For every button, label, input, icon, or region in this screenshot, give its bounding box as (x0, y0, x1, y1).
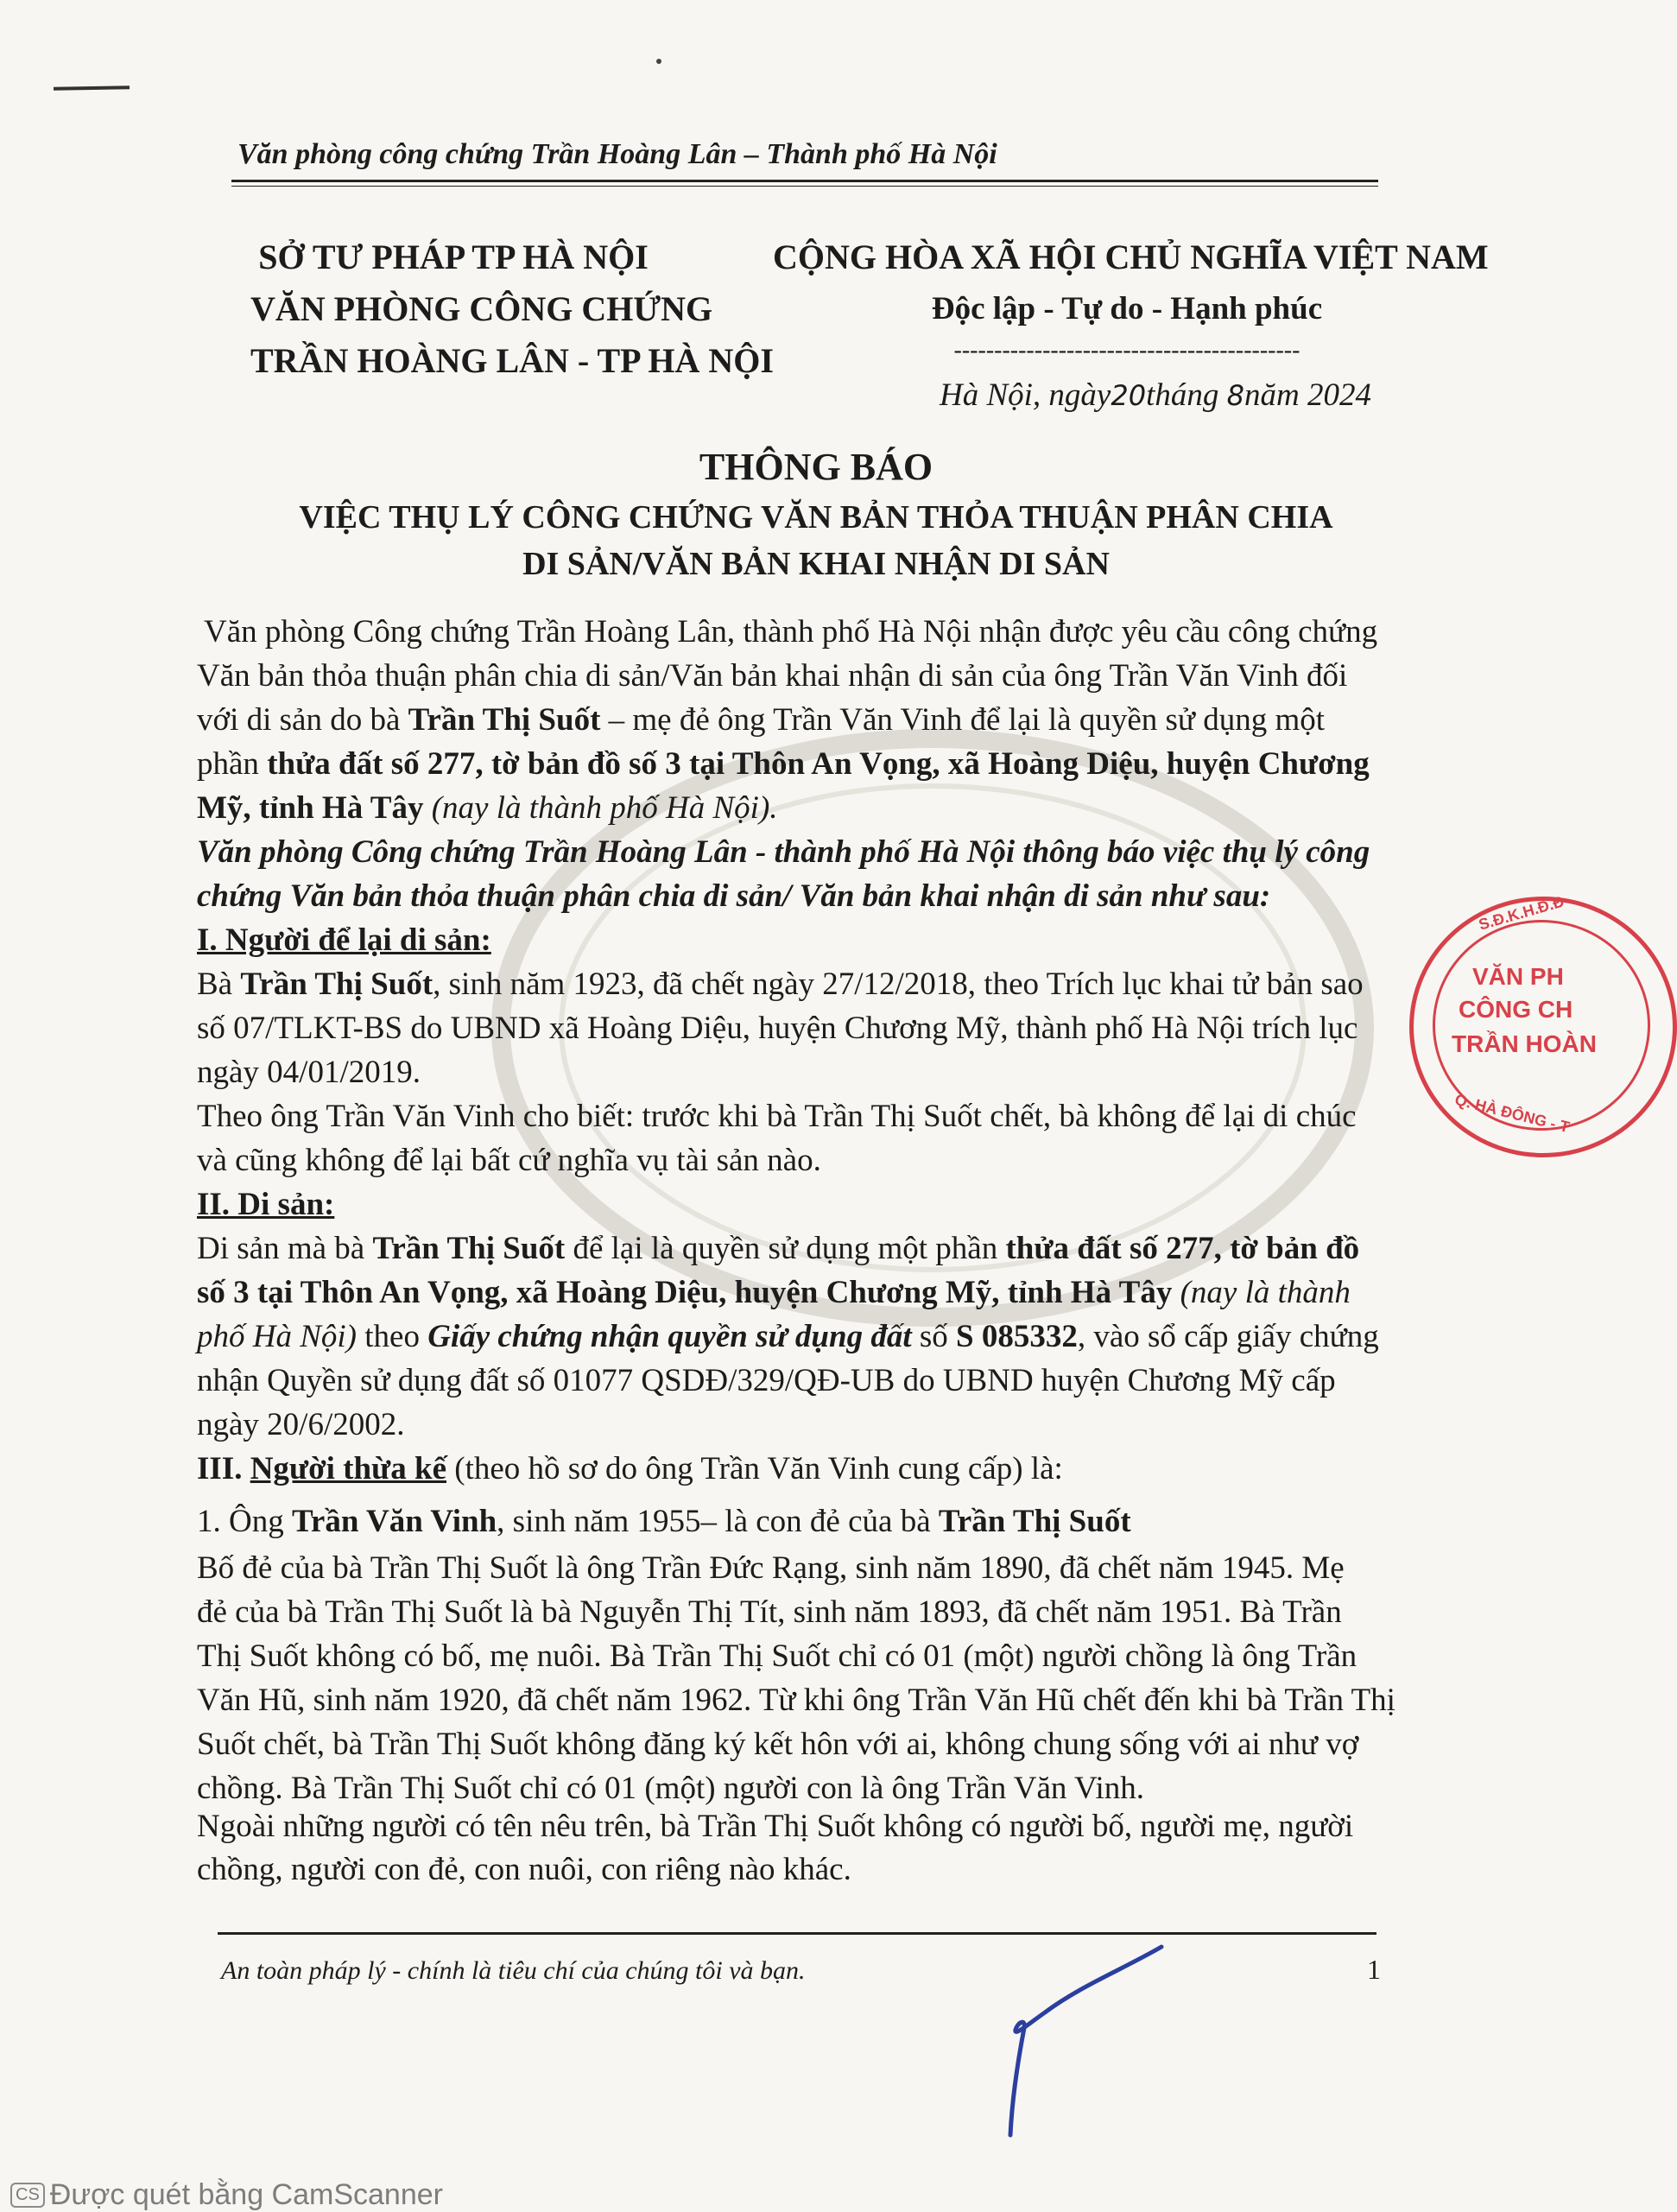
date-month: 8 (1226, 379, 1244, 412)
text-run: số 3 tại Thôn An Vọng, xã Hoàng Diệu, huyện Chương Mỹ, tỉnh Hà Tây (197, 1275, 1173, 1310)
header-rule-thin (231, 186, 1378, 187)
text-run: số (911, 1319, 957, 1354)
section2-line: nhận Quyền sử dụng đất số 01077 QSDĐ/329/QĐ-UB do UBND huyện Chương Mỹ cấp (197, 1363, 1336, 1398)
intro-line: chứng Văn bản thỏa thuận phân chia di sản/ Văn bản khai nhận di sản như sau: (197, 878, 1271, 914)
text-run: 1. Ông (197, 1504, 292, 1539)
text-run: , sinh năm 1955– là con đẻ của bà (497, 1504, 939, 1539)
footer-rule (218, 1932, 1376, 1935)
text-run: thửa đất số 277, tờ bản đồ (1005, 1231, 1360, 1266)
nation-line1: CỘNG HÒA XÃ HỘI CHỦ NGHĨA VIỆT NAM (773, 238, 1489, 276)
text-run: Trần Thị Suốt (408, 702, 601, 738)
text-run: (nay là thành (1172, 1275, 1351, 1310)
section1-line: ngày 04/01/2019. (197, 1055, 421, 1090)
doc-title (155, 440, 1477, 587)
section2-line (197, 1271, 1351, 1315)
text-run: Người thừa kế (250, 1451, 446, 1486)
section3-line: Văn Hũ, sinh năm 1920, đã chết năm 1962. Từ khi ông Trần Văn Hũ chết đến khi bà Trần Thị (197, 1683, 1395, 1718)
intro-line: Văn bản thỏa thuận phân chia di sản/Văn bản khai nhận di sản của ông Trần Văn Vinh đối (197, 658, 1348, 694)
footer-slogan: An toàn pháp lý - chính là tiêu chí của chúng tôi và bạn. (221, 1956, 806, 1985)
page-number: 1 (1367, 1954, 1381, 1985)
text-run: Trần Thị Suốt (240, 967, 433, 1002)
section3-line: Bố đẻ của bà Trần Thị Suốt là ông Trần Đức Rạng, sinh năm 1890, đã chết năm 1945. Mẹ (197, 1550, 1345, 1586)
intro-line (197, 699, 1325, 742)
header-rule (231, 180, 1378, 182)
title-line1: THÔNG BÁO (699, 446, 933, 488)
text-run: phố Hà Nội) (197, 1319, 357, 1354)
date-suffix: năm 2024 (1244, 377, 1371, 413)
text-run: S 085332 (956, 1319, 1078, 1354)
section3-line: chồng. Bà Trần Thị Suốt chỉ có 01 (một) người con là ông Trần Văn Vinh. (197, 1771, 1145, 1806)
camscanner-watermark (10, 2178, 443, 2212)
org-line1: SỞ TƯ PHÁP TP HÀ NỘI (258, 238, 649, 276)
text-run: , sinh năm 1923, đã chết ngày 27/12/2018, theo Trích lục khai tử bản sao (433, 967, 1364, 1002)
text-run: phần (197, 746, 268, 782)
section2-heading: II. Di sản: (197, 1187, 335, 1222)
section3-line: Suốt chết, bà Trần Thị Suốt không đăng ký kết hôn với ai, không chung sống với ai như vợ (197, 1727, 1359, 1762)
nation-block (773, 231, 1489, 366)
stamp-line3: TRẦN HOÀN (1452, 1030, 1597, 1057)
text-run: (theo hồ sơ do ông Trần Văn Vinh cung cấp) là: (446, 1451, 1063, 1486)
date-day: 20 (1111, 379, 1147, 412)
text-run: Mỹ, tỉnh Hà Tây (197, 790, 424, 826)
camscanner-text: Được quét bằng CamScanner (49, 2178, 443, 2211)
title-line2: VIỆC THỤ LÝ CÔNG CHỨNG VĂN BẢN THỎA THUẬN PHÂN CHIA (299, 499, 1333, 536)
org-line3: TRẦN HOÀNG LÂN - TP HÀ NỘI (250, 341, 774, 380)
text-run: Trần Thị Suốt (372, 1231, 566, 1266)
date-prefix: Hà Nội, ngày (940, 377, 1111, 413)
intro-line: Văn phòng Công chứng Trần Hoàng Lân - thành phố Hà Nội thông báo việc thụ lý công (197, 834, 1370, 870)
running-title: Văn phòng công chứng Trần Hoàng Lân – Thành phố Hà Nội (237, 138, 997, 170)
section2-line: ngày 20/6/2002. (197, 1407, 405, 1442)
text-run: Trần Thị Suốt (938, 1504, 1131, 1539)
scan-dot (656, 59, 661, 64)
section3-line: Thị Suốt không có bố, mẹ nuôi. Bà Trần Thị Suốt chỉ có 01 (một) người chồng là ông Trần (197, 1638, 1357, 1674)
red-stamp (1409, 892, 1677, 1157)
intro-line (197, 787, 778, 830)
text-run: – mẹ đẻ ông Trần Văn Vinh để lại là quyền sử dụng một (600, 702, 1326, 738)
intro-line (197, 743, 1370, 786)
text-run: (nay là thành phố Hà Nội). (423, 790, 778, 826)
heir-item (197, 1500, 1131, 1543)
stamp-ring-bottom: Q. HÀ ĐÔNG - T (1452, 1090, 1572, 1137)
text-run: thửa đất số 277, tờ bản đồ số 3 tại Thôn An Vọng, xã Hoàng Diệu, huyện Chương (267, 746, 1370, 782)
section1-line (197, 963, 1364, 1006)
text-run: Bà (197, 967, 241, 1002)
text-run: , vào sổ cấp giấy chứng (1077, 1319, 1379, 1354)
text-run: III. (197, 1451, 250, 1486)
section1-line: Theo ông Trần Văn Vinh cho biết: trước khi bà Trần Thị Suốt chết, bà không để lại di chúc (197, 1099, 1357, 1134)
org-line2: VĂN PHÒNG CÔNG CHỨNG (250, 289, 713, 328)
text-run: theo (357, 1319, 428, 1354)
signature (915, 1935, 1192, 2151)
text-run: Di sản mà bà (197, 1231, 373, 1266)
camscanner-icon: CS (10, 2183, 45, 2208)
org-block (250, 231, 774, 387)
date-mid: tháng (1146, 377, 1219, 413)
title-line3: DI SẢN/VĂN BẢN KHAI NHẬN DI SẢN (522, 546, 1110, 582)
text-run: để lại là quyền sử dụng một phần (565, 1231, 1006, 1266)
section3-line: đẻ của bà Trần Thị Suốt là bà Nguyễn Thị Tít, sinh năm 1893, đã chết năm 1951. Bà Trần (197, 1594, 1342, 1630)
section3-line: Ngoài những người có tên nêu trên, bà Trần Thị Suốt không có người bố, người mẹ, người (197, 1809, 1354, 1844)
scan-mark (54, 86, 130, 91)
stamp-line1: VĂN PH (1472, 963, 1564, 990)
nation-rule: ------------------------------------------- (953, 337, 1300, 364)
section2-line (197, 1227, 1359, 1271)
date-line (940, 377, 1371, 414)
text-run: Giấy chứng nhận quyền sử dụng đất (427, 1319, 912, 1354)
section1-heading: I. Người để lại di sản: (197, 922, 491, 958)
text-run: Trần Văn Vinh (291, 1504, 497, 1539)
section3-heading (197, 1448, 1063, 1491)
section1-line: số 07/TLKT-BS do UBND xã Hoàng Diệu, huyện Chương Mỹ, thành phố Hà Nội trích lục (197, 1011, 1358, 1046)
section1-line: và cũng không để lại bất cứ nghĩa vụ tài sản nào. (197, 1143, 821, 1178)
section2-line (197, 1315, 1379, 1359)
stamp-ring-text: S.Đ.K.H.Đ.Đ (1477, 892, 1566, 934)
intro-line: Văn phòng Công chứng Trần Hoàng Lân, thành phố Hà Nội nhận được yêu cầu công chứng (204, 614, 1378, 650)
section3-line: chồng, người con đẻ, con nuôi, con riêng nào khác. (197, 1852, 851, 1887)
text-run: với di sản do bà (197, 702, 408, 738)
stamp-line2: CÔNG CH (1459, 996, 1573, 1023)
nation-line2: Độc lập - Tự do - Hạnh phúc (931, 291, 1323, 326)
